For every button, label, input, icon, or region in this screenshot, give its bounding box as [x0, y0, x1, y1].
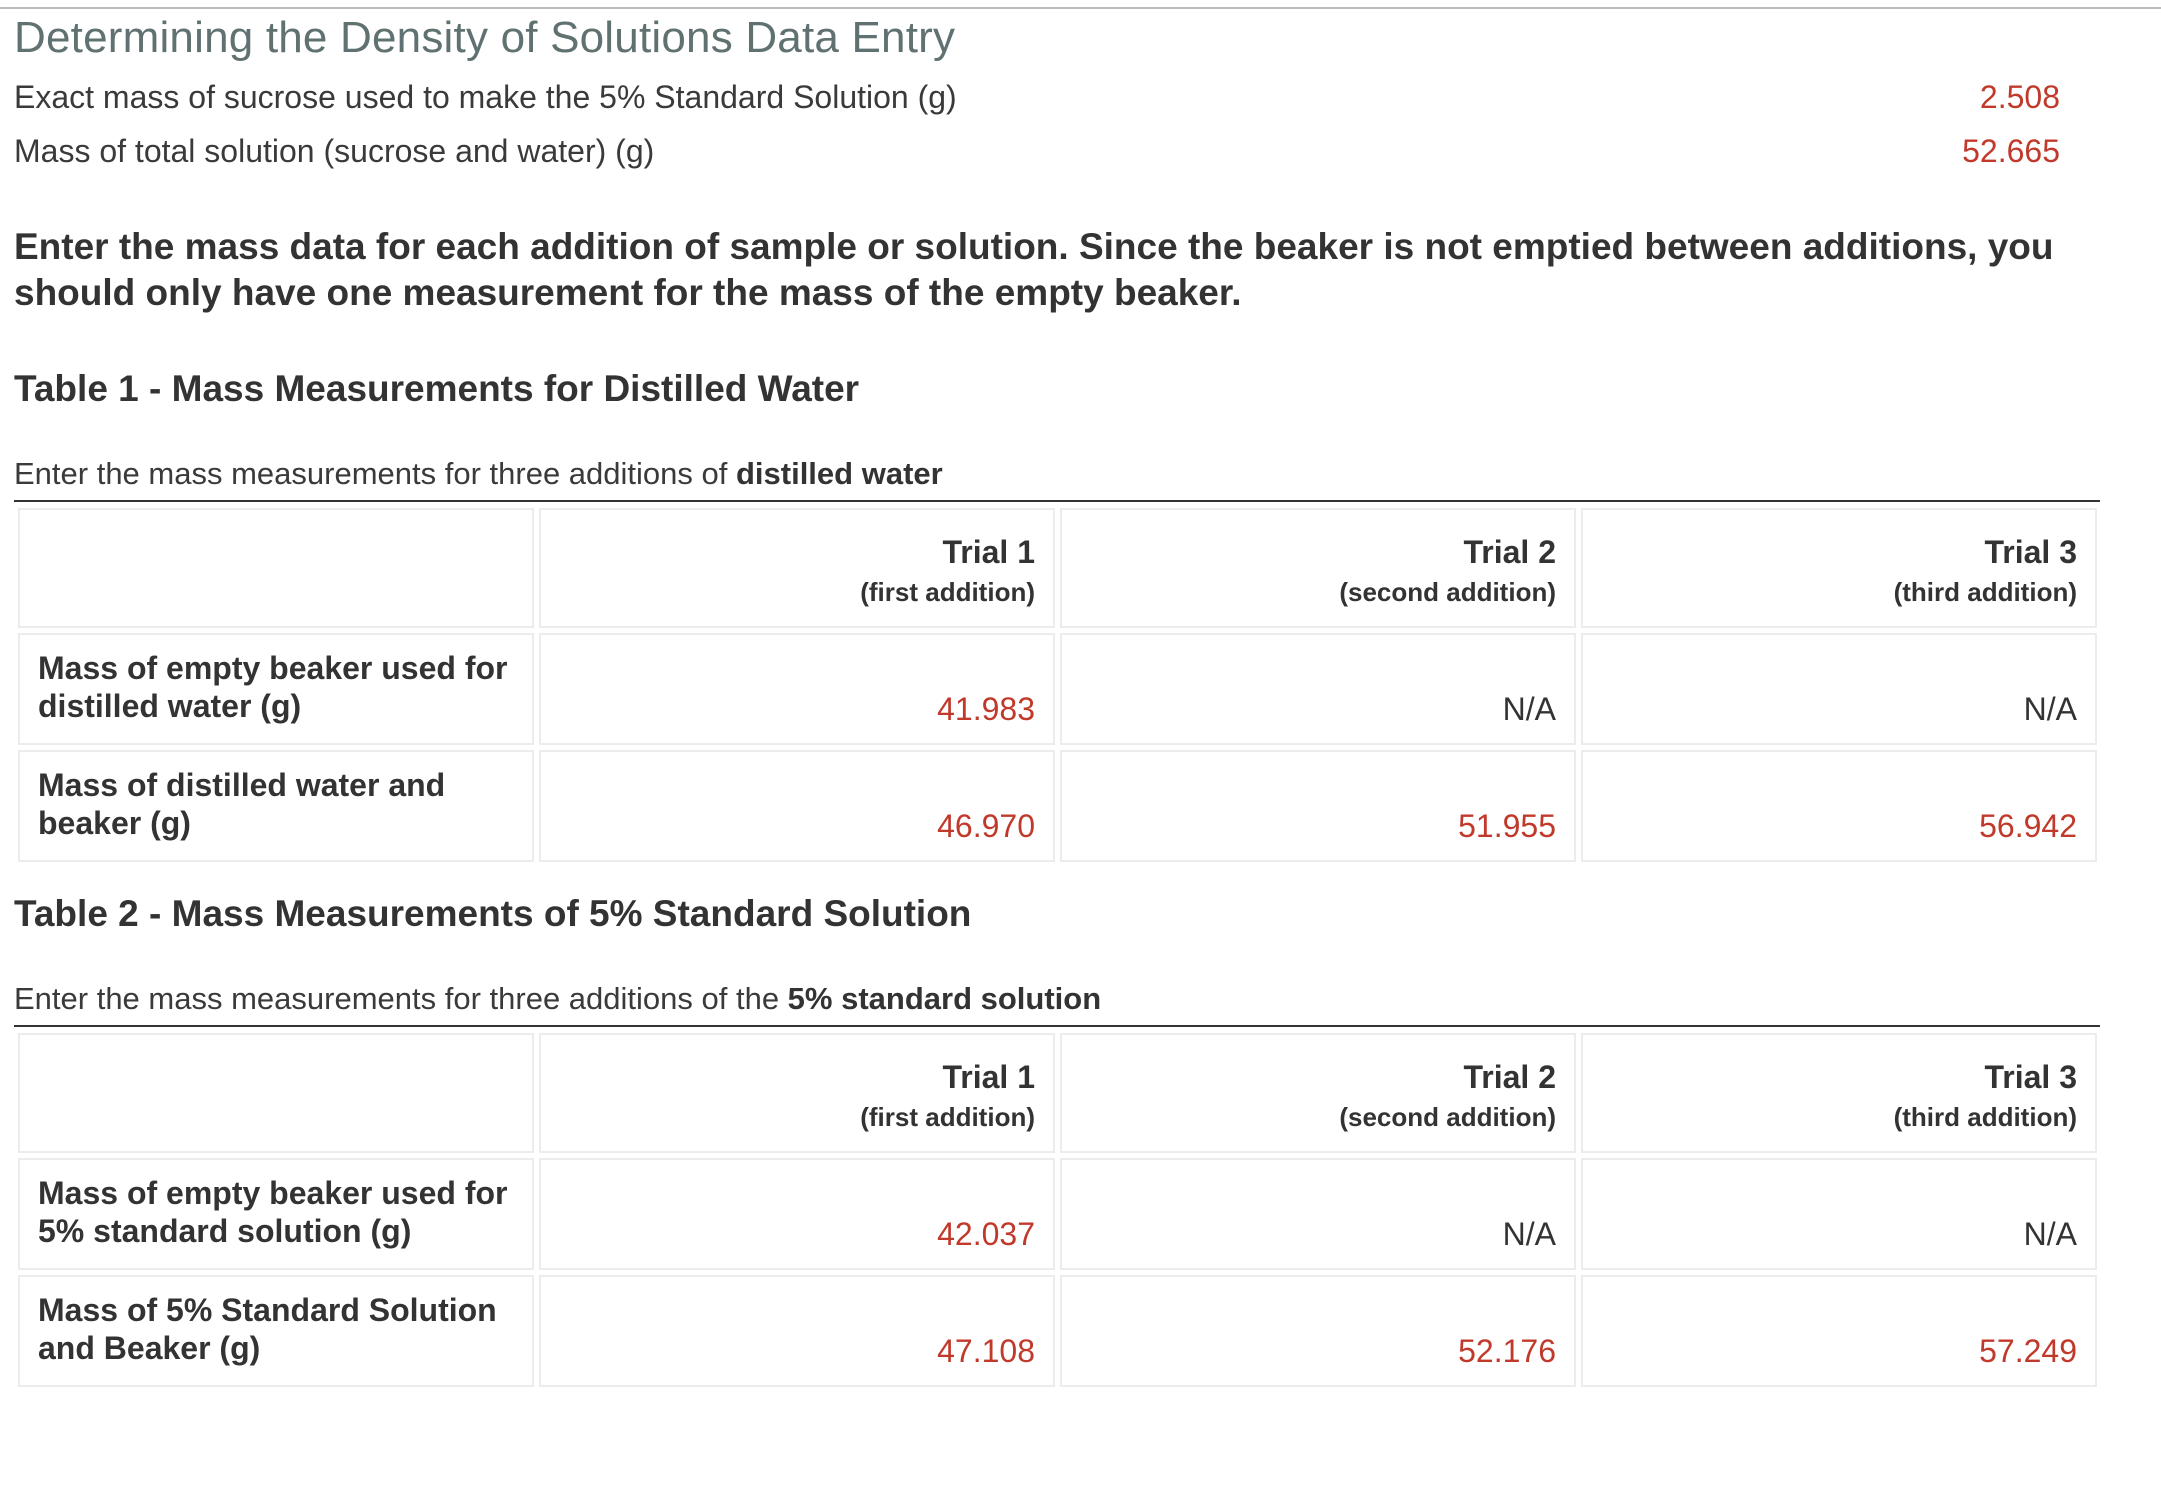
table-2-section	[14, 891, 2114, 1392]
table-2	[13, 1028, 2102, 1392]
table-header-row	[18, 508, 2097, 628]
row-label: Mass of empty beaker used for distilled water (g)	[18, 633, 534, 745]
value-cell: N/A	[1060, 1158, 1576, 1270]
table-2-caption-text: Enter the mass measurements for three additions of the	[14, 981, 788, 1016]
trial-name: Trial 3	[1984, 534, 2077, 570]
row-label: Mass of empty beaker used for 5% standard solution (g)	[18, 1158, 534, 1270]
table-1-title: Table 1 - Mass Measurements for Distilled Water	[14, 368, 860, 409]
table-2-caption-rule	[14, 1025, 2100, 1027]
value-cell[interactable]: 42.037	[539, 1158, 1055, 1270]
value-cell: N/A	[1581, 1158, 2097, 1270]
table-2-caption	[14, 979, 2114, 1019]
value-cell: N/A	[1060, 633, 1576, 745]
trial-name: Trial 2	[1463, 1059, 1556, 1095]
table-row	[18, 1275, 2097, 1387]
trial-name: Trial 3	[1984, 1059, 2077, 1095]
table-row	[18, 633, 2097, 745]
row-label: Mass of 5% Standard Solution and Beaker (g)	[18, 1275, 534, 1387]
table-1	[13, 503, 2102, 867]
header-trial-2	[1060, 508, 1576, 628]
header-empty-cell	[18, 508, 534, 628]
header-trial-3	[1581, 1033, 2097, 1153]
table-header-row	[18, 1033, 2097, 1153]
top-divider	[0, 7, 2161, 9]
table-1-caption-text: Enter the mass measurements for three additions of	[14, 456, 736, 491]
table-1-caption-rule	[14, 500, 2100, 502]
trial-subtitle: (second addition)	[1339, 577, 1556, 607]
value-cell[interactable]: 41.983	[539, 633, 1055, 745]
trial-subtitle: (first addition)	[860, 1102, 1035, 1132]
value-cell[interactable]: 57.249	[1581, 1275, 2097, 1387]
value-cell[interactable]: 56.942	[1581, 750, 2097, 862]
table-1-caption	[14, 454, 2114, 494]
trial-name: Trial 2	[1463, 534, 1556, 570]
instructions-text: Enter the mass data for each addition of sample or solution. Since the beaker is not emptied between additions, you should only have one measurement for the mass of the empty beaker.	[14, 226, 2054, 313]
header-trial-3	[1581, 508, 2097, 628]
table-1-caption-emphasis: distilled water	[735, 456, 943, 491]
sucrose-mass-value[interactable]: 2.508	[1979, 79, 2060, 115]
data-entry-page	[14, 10, 2114, 1392]
trial-subtitle: (first addition)	[860, 577, 1035, 607]
trial-name: Trial 1	[942, 534, 1035, 570]
value-cell[interactable]: 46.970	[539, 750, 1055, 862]
total-solution-mass-row	[14, 124, 2060, 178]
table-2-title: Table 2 - Mass Measurements of 5% Standard Solution	[14, 893, 972, 934]
value-cell[interactable]: 47.108	[539, 1275, 1055, 1387]
header-trial-1	[539, 508, 1055, 628]
total-solution-mass-value[interactable]: 52.665	[1962, 133, 2060, 169]
table-row	[18, 1158, 2097, 1270]
total-solution-mass-label: Mass of total solution (sucrose and water) (g)	[14, 133, 655, 169]
trial-subtitle: (third addition)	[1893, 577, 2077, 607]
header-empty-cell	[18, 1033, 534, 1153]
header-trial-1	[539, 1033, 1055, 1153]
table-1-section	[14, 366, 2114, 867]
summary-section	[14, 70, 2114, 178]
row-label: Mass of distilled water and beaker (g)	[18, 750, 534, 862]
table-row	[18, 750, 2097, 862]
value-cell[interactable]: 51.955	[1060, 750, 1576, 862]
sucrose-mass-label: Exact mass of sucrose used to make the 5% Standard Solution (g)	[14, 79, 957, 115]
trial-subtitle: (third addition)	[1893, 1102, 2077, 1132]
table-2-caption-emphasis: 5% standard solution	[787, 981, 1102, 1016]
trial-subtitle: (second addition)	[1339, 1102, 1556, 1132]
value-cell[interactable]: 52.176	[1060, 1275, 1576, 1387]
page-title: Determining the Density of Solutions Data Entry	[14, 13, 956, 62]
header-trial-2	[1060, 1033, 1576, 1153]
sucrose-mass-row	[14, 70, 2060, 124]
value-cell: N/A	[1581, 633, 2097, 745]
trial-name: Trial 1	[942, 1059, 1035, 1095]
